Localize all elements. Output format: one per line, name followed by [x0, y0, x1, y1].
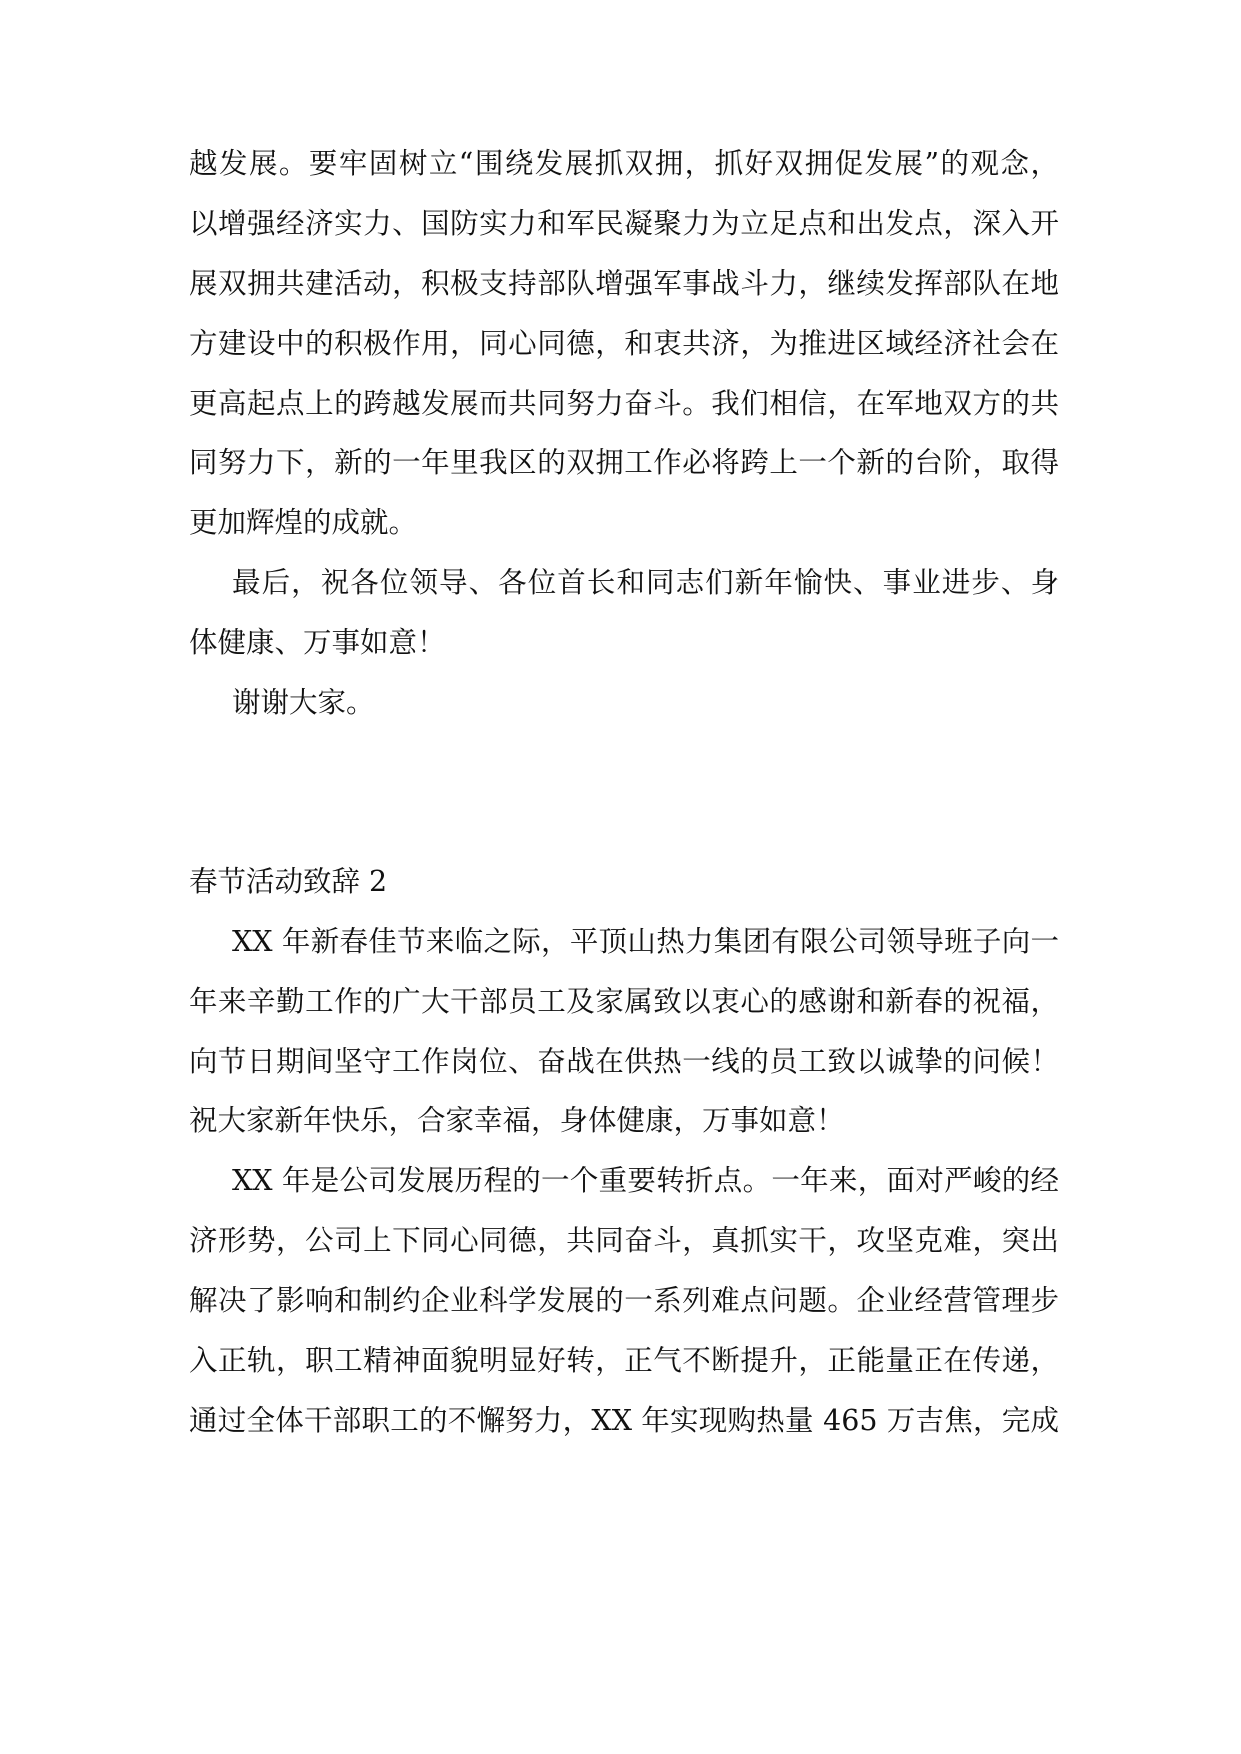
- p1-line-5: 更高起点上的跨越发展而共同努力奋斗。我们相信，在军地双方的共: [189, 387, 1059, 420]
- p5-line-4: 入正轨，职工精神面貌明显好转，正气不断提升，正能量正在传递，: [189, 1344, 1059, 1377]
- p2-line-2: 体健康、万事如意！: [189, 626, 446, 659]
- p2-line-1: 最后，祝各位领导、各位首长和同志们新年愉快、事业进步、身: [232, 566, 1059, 599]
- p1-line-1: 越发展。要牢固树立“围绕发展抓双拥，抓好双拥促发展”的观念，: [189, 147, 1059, 180]
- p3-line-1: 谢谢大家。: [232, 686, 375, 719]
- p1-line-4: 方建设中的积极作用，同心同德，和衷共济，为推进区域经济社会在: [189, 327, 1059, 360]
- p1-line-3: 展双拥共建活动，积极支持部队增强军事战斗力，继续发挥部队在地: [189, 267, 1059, 300]
- p1-line-2: 以增强经济实力、国防实力和军民凝聚力为立足点和出发点，深入开: [189, 207, 1059, 240]
- p5-line-5: 通过全体干部职工的不懈努力，XX 年实现购热量 465 万吉焦，完成: [189, 1404, 1059, 1437]
- p4-line-4: 祝大家新年快乐，合家幸福，身体健康，万事如意！: [189, 1104, 845, 1137]
- p1-line-7: 更加辉煌的成就。: [189, 506, 418, 539]
- p1-line-6: 同努力下，新的一年里我区的双拥工作必将跨上一个新的台阶，取得: [189, 446, 1059, 479]
- p4-line-2: 年来辛勤工作的广大干部员工及家属致以衷心的感谢和新春的祝福，: [189, 985, 1059, 1018]
- p5-line-1: XX 年是公司发展历程的一个重要转折点。一年来，面对严峻的经: [232, 1164, 1059, 1197]
- p5-line-3: 解决了影响和制约企业科学发展的一系列难点问题。企业经营管理步: [189, 1284, 1059, 1317]
- p4-line-1: XX 年新春佳节来临之际，平顶山热力集团有限公司领导班子向一: [232, 925, 1059, 958]
- section-heading: 春节活动致辞 2: [189, 865, 388, 898]
- p4-line-3: 向节日期间坚守工作岗位、奋战在供热一线的员工致以诚挚的问候！: [189, 1045, 1059, 1078]
- p5-line-2: 济形势，公司上下同心同德，共同奋斗，真抓实干，攻坚克难，突出: [189, 1224, 1059, 1257]
